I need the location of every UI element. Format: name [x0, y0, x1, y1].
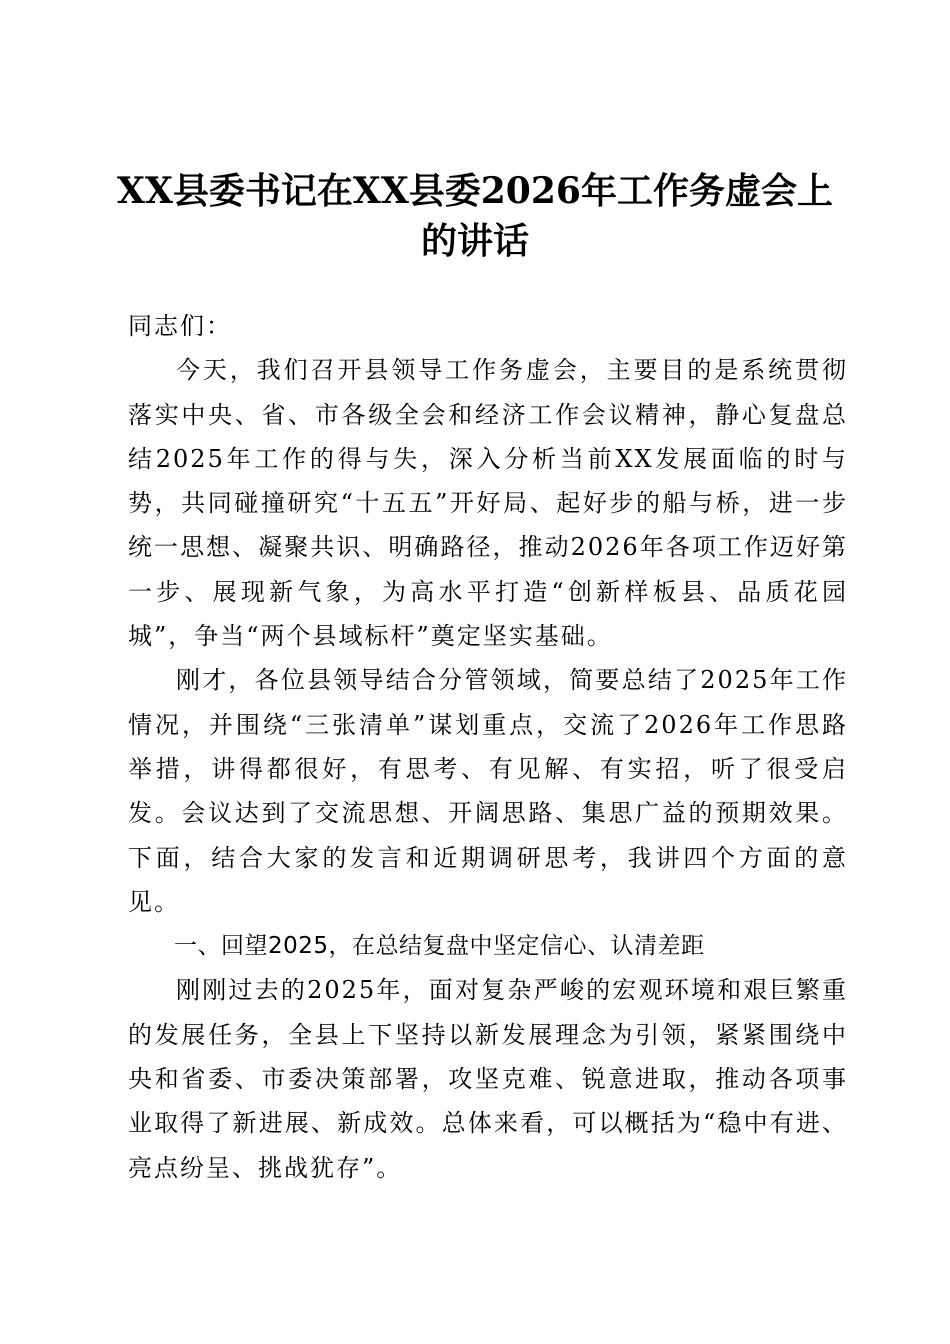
document-title: XX县委书记在XX县委2026年工作务虚会上的讲话: [117, 170, 833, 262]
section-1-paragraph: 刚刚过去的2025年，面对复杂严峻的宏观环境和艰巨繁重的发展任务，全县上下坚持以新发展理念为引领，紧紧围绕中央和省委、市委决策部署，攻坚克难、锐意进取，推动各项事业取得了新进展、新成效。总体来看，可以概括为“稳中有进、亮点纷呈、挑战犹存”。: [128, 976, 848, 1182]
section-heading-1: 一、回望2025，在总结复盘中坚定信心、认清差距: [174, 933, 705, 960]
paragraph-intro: 今天，我们召开县领导工作务虚会，主要目的是系统贯彻落实中央、省、市各级全会和经济工作会议精神，静心复盘总结2025年工作的得与失，深入分析当前XX发展面临的时与势，共同碰撞研究“十五五”开好局、起好步的船与桥，进一步统一思想、凝聚共识、明确路径，推动2026年各项工作迈好第一步、展现新气象，为高水平打造“创新样板县、品质花园城”，争当“两个县域标杆”奠定坚实基础。: [128, 356, 848, 651]
document-body: [128, 304, 848, 1190]
paragraph-summary: 刚才，各位县领导结合分管领域，简要总结了2025年工作情况，并围绕“三张清单”谋划重点，交流了2026年工作思路举措，讲得都很好，有思考、有见解、有实招，听了很受启发。会议达到了交流思想、开阔思路、集思广益的预期效果。下面，结合大家的发言和近期调研思考，我讲四个方面的意见。: [128, 666, 848, 916]
salutation: 同志们：: [128, 312, 232, 340]
